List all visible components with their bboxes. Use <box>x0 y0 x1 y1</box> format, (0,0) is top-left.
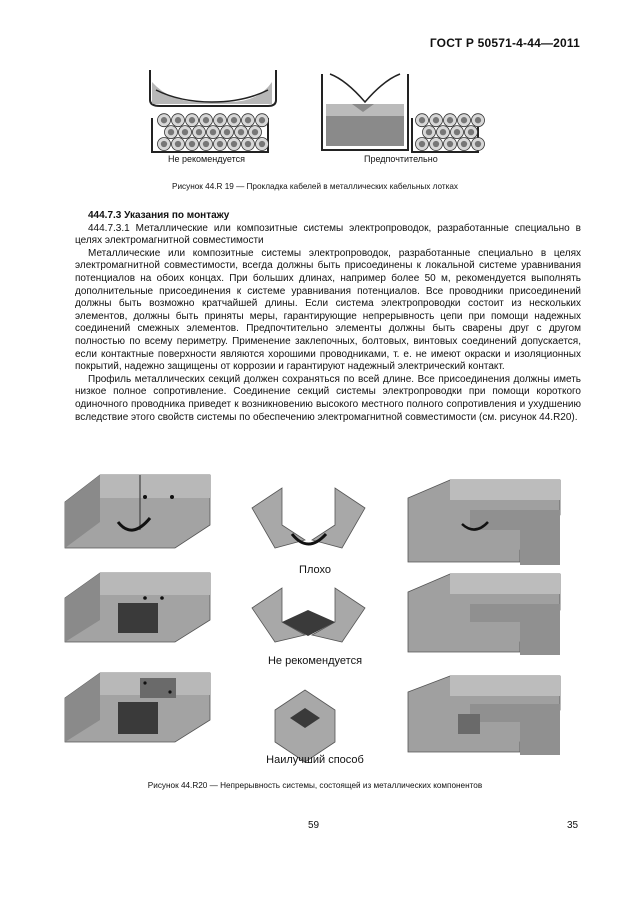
page-number-center: 59 <box>308 820 320 831</box>
label-not-recommended: Не рекомендуется <box>168 154 245 164</box>
cable-core <box>210 129 216 135</box>
corner-not-recommended <box>252 588 365 642</box>
cable-core <box>259 141 265 147</box>
page-number-right: 35 <box>567 820 579 831</box>
paragraph-1: 444.7.3.1 Металлические или композитные системы электропроводок, разработанные специально в целях электромагнитной совместимости <box>75 222 581 247</box>
cable-core <box>217 117 223 123</box>
cable-core <box>433 141 439 147</box>
cable-core <box>203 141 209 147</box>
cable-core <box>189 141 195 147</box>
corner-best <box>275 690 335 762</box>
cable-core <box>245 117 251 123</box>
row-label-not-recommended: Не рекомендуется <box>267 655 363 667</box>
tee-best <box>408 676 560 755</box>
cable-core <box>196 129 202 135</box>
section-text <box>75 210 581 424</box>
figure20-caption: Рисунок 44.R20 — Непрерывность системы, состоящей из металлических компонентов <box>147 781 483 790</box>
cable-core <box>259 117 265 123</box>
left-tray-bad <box>65 475 210 548</box>
cable-core <box>231 141 237 147</box>
cable-core <box>161 117 167 123</box>
cable-core <box>182 129 188 135</box>
cable-core <box>175 117 181 123</box>
cable-core <box>419 117 425 123</box>
cable-core <box>231 117 237 123</box>
cable-bundle-left <box>158 114 269 151</box>
tee-not-recommended <box>408 574 560 655</box>
corner-bad <box>252 488 365 548</box>
cable-core <box>217 141 223 147</box>
row-label-best: Наилучший способ <box>266 754 364 766</box>
section-heading: 444.7.3 Указания по монтажу <box>88 210 230 221</box>
cable-core <box>461 117 467 123</box>
cable-core <box>475 141 481 147</box>
cable-core <box>447 117 453 123</box>
cable-core <box>419 141 425 147</box>
cable-core <box>203 117 209 123</box>
continuity-figure <box>0 470 630 770</box>
figure19-caption: Рисунок 44.R 19 — Прокладка кабелей в металлических кабельных лотках <box>171 182 459 191</box>
cable-core <box>175 141 181 147</box>
cable-core <box>238 129 244 135</box>
cable-bundle-right <box>416 114 485 151</box>
cable-core <box>168 129 174 135</box>
left-tray-best <box>65 673 210 742</box>
cable-core <box>426 129 432 135</box>
tee-bad <box>408 480 560 565</box>
cable-core <box>161 141 167 147</box>
row-label-bad: Плохо <box>299 564 331 576</box>
standard-number: ГОСТ Р 50571-4-44—2011 <box>429 36 580 50</box>
cable-core <box>224 129 230 135</box>
cable-core <box>440 129 446 135</box>
cable-core <box>245 141 251 147</box>
cable-tray-figure <box>0 60 630 230</box>
paragraph-2: Металлические или композитные системы электропроводок, разработанные специально в целях электромагнитной совместимости, всегда должны быть присоединены к локальной системе уравнивания потенциалов на обоих концах. При больших длинах, например более 50 м, рекомендуется выполнять дополнительные присоединения к системе уравнивания потенциалов. Все проводники присоединений должны быть возможно кратчайшей длины. Если система электропроводки состоит из нескольких элементов, должны быть приняты меры, гарантирующие непрерывность цепи при помощи надежных соединений смежных элементов. Предпочтительно элементы должны быть сварены друг с другом полностью по всему периметру. Применение заклепочных, болтовых, винтовых соединений допускается, если контактные поверхности являются хорошими проводниками, т. е. не имеют окраски и изоляционных покрытий, надежно защищены от коррозии и гарантируют надежный электрический контакт. <box>75 247 581 373</box>
cable-core <box>189 117 195 123</box>
left-tray-not-recommended <box>65 573 210 642</box>
cable-core <box>447 141 453 147</box>
cable-core <box>461 141 467 147</box>
label-preferred: Предпочтительно <box>364 154 438 164</box>
cable-core <box>433 117 439 123</box>
cable-core <box>252 129 258 135</box>
cable-core <box>468 129 474 135</box>
cable-core <box>454 129 460 135</box>
paragraph-3: Профиль металлических секций должен сохраняться по всей длине. Все присоединения должны иметь низкое полное сопротивление. Соединение секций системы электропроводки при помощи короткого одиночного проводника приведет к возникновению высокого местного полного сопротивления и ухудшению вследствие этого свойств системы по обеспечению электромагнитной совместимости (см. рисунок 44.R20). <box>75 373 581 423</box>
cable-core <box>475 117 481 123</box>
